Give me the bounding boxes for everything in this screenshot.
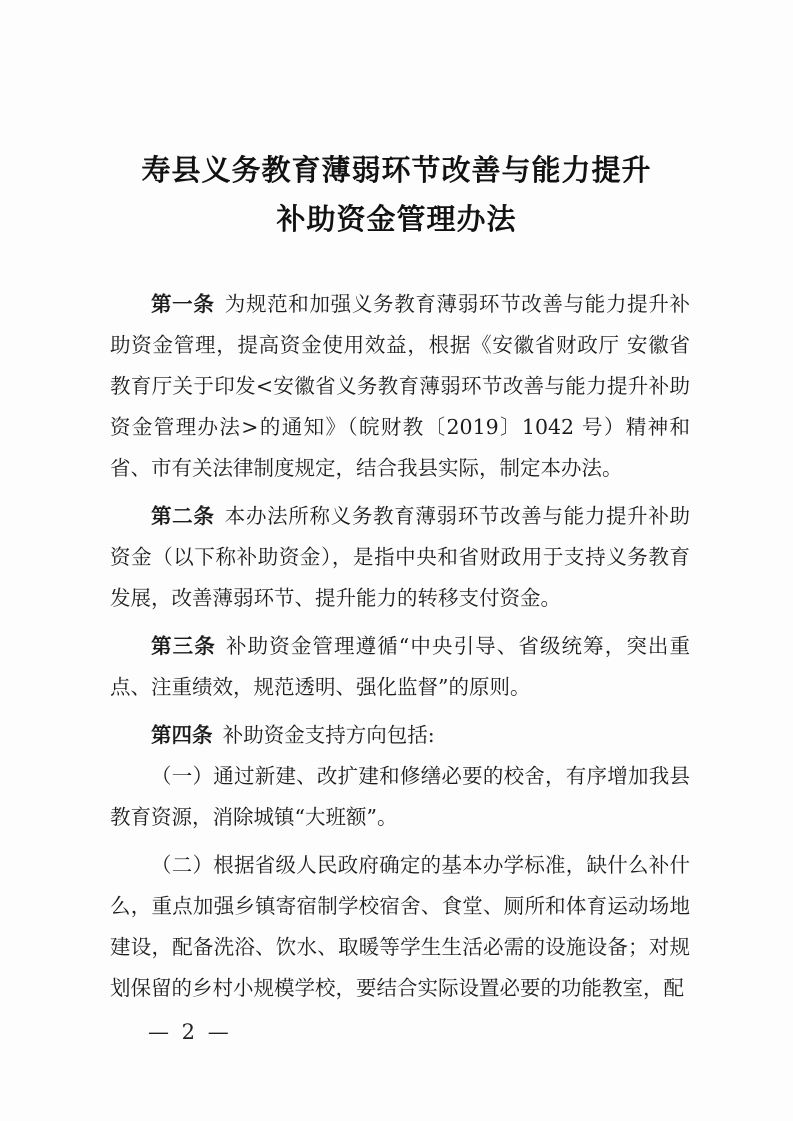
article-2-text: 本办法所称义务教育薄弱环节改善与能力提升补助资金（以下称补助资金），是指中央和省财政用于支持义务教育发展，改善薄弱环节、提升能力的转移支付资金。 <box>110 504 690 610</box>
article-3-heading: 第三条 <box>151 634 216 658</box>
article-3-text: 补助资金管理遵循“中央引导、省级统筹，突出重点、注重绩效，规范透明、强化监督”的原则。 <box>110 634 691 699</box>
article-1 <box>110 284 690 489</box>
document-title-line-2: 补助资金管理办法 <box>276 202 517 236</box>
article-1-text: 为规范和加强义务教育薄弱环节改善与能力提升补助资金管理，提高资金使用效益，根据《安徽省财政厅 安徽省教育厅关于印发<安徽省义务教育薄弱环节改善与能力提升补助资金管理办法>的通知》（皖财教〔2019〕1042 号）精神和省、市有关法律制度规定，结合我县实际，制定本办法。 <box>110 292 690 480</box>
article-1-heading: 第一条 <box>151 292 215 316</box>
article-4-heading: 第四条 <box>151 723 213 747</box>
article-4-item-2: （二）根据省级人民政府确定的基本办学标准，缺什么补什么，重点加强乡镇寄宿制学校宿舍、食堂、厕所和体育运动场地建设，配备洗浴、饮水、取暖等学生生活必需的设施设备；对规划保留的乡村小规模学校，要结合实际设置必要的功能教室，配 <box>110 853 690 1000</box>
page-number: — 2 — <box>148 1020 232 1044</box>
article-4-item-1: （一）通过新建、改扩建和修缮必要的校舍，有序增加我县教育资源，消除城镇“大班额”。 <box>110 764 690 829</box>
article-3 <box>110 626 690 708</box>
article-2 <box>110 496 690 619</box>
article-4 <box>110 715 690 756</box>
article-4-text: 补助资金支持方向包括: <box>222 723 435 747</box>
document-title-line-1: 寿县义务教育薄弱环节改善与能力提升 <box>141 153 652 187</box>
document-body <box>110 284 690 1016</box>
article-2-heading: 第二条 <box>151 504 215 528</box>
